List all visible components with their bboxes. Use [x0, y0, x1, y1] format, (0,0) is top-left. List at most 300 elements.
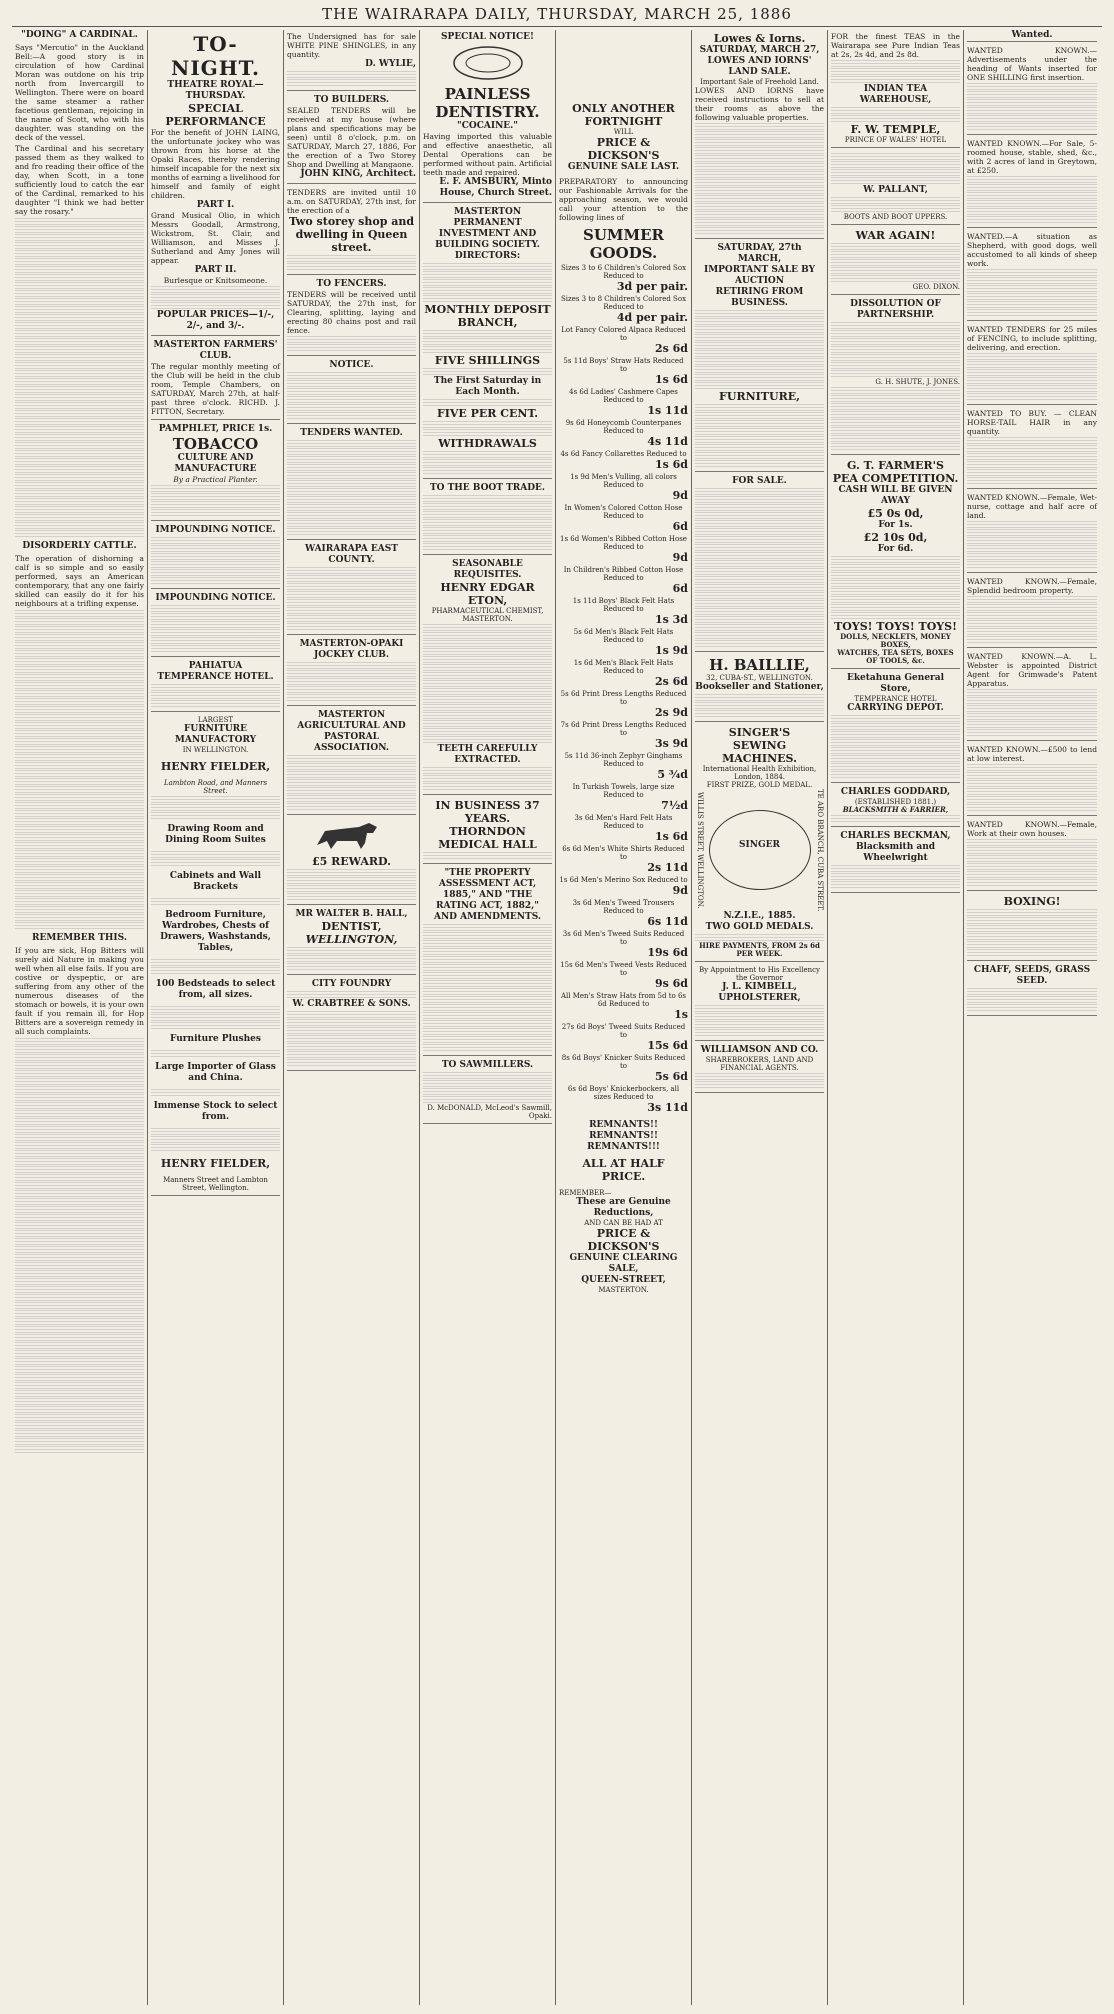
item-description: 5s 11d 36-inch Zephyr Ginghams Reduced to [564, 752, 683, 768]
price-list-item [559, 899, 688, 928]
item-price: 1s 6d [654, 373, 688, 386]
shingles-ad [287, 30, 416, 91]
ad-title: INDIAN TEA WAREHOUSE, [859, 84, 932, 105]
ad-title: PRICE & DICKSON'S [587, 136, 660, 162]
ad-title: GENUINE SALE LAST. [567, 162, 680, 172]
ad-title: F. W. TEMPLE, [850, 123, 941, 136]
chemist-ad [423, 557, 552, 795]
ad-text: TENDERS are invited until 10 a.m. on SATURDAY, 27th inst, for the erection of a [287, 188, 416, 215]
item-description: 15s 6d Men's Tweed Vests Reduced to [560, 961, 687, 977]
ad-title: FOR SALE. [732, 476, 787, 486]
ad-title: IMPORTANT SALE BY AUCTION [703, 265, 816, 286]
ad-text: WANTED TO BUY. — CLEAN HORSE-TAIL HAIR in any quantity. [967, 409, 1097, 436]
wanted-ad [967, 575, 1097, 648]
dissolution-ad [831, 297, 960, 455]
item-price: 6d [672, 520, 688, 533]
ad-line: Cabinets and Wall Brackets [169, 871, 262, 892]
ad-line: Drawing Room and Dining Room Suites [165, 824, 266, 845]
item-price: 4d per pair. [616, 311, 688, 324]
price-list-item [559, 566, 688, 595]
item-price: 1s 9d [654, 644, 688, 657]
prize: £5 0s 0d, [867, 507, 924, 520]
ad-text: WANTED KNOWN.—Female, Splendid bedroom property. [967, 577, 1097, 595]
ad-title: FIVE SHILLINGS [434, 354, 541, 367]
item-description: 7s 6d Print Dress Lengths Reduced to [560, 721, 687, 737]
wanted-ad [967, 818, 1097, 891]
ad-subtitle: THEATRE ROYAL—THURSDAY. [167, 80, 264, 101]
ad-title: NOTICE. [329, 360, 374, 370]
ad-title: IMPOUNDING NOTICE. [155, 593, 276, 603]
ad-subtitle: PRINCE OF WALES' HOTEL [844, 136, 947, 144]
item-description: 8s 6d Boys' Knicker Suits Reduced to [561, 1054, 686, 1070]
ad-title: TO THE BOOT TRADE. [429, 483, 546, 493]
ad-text: The regular monthly meeting of the Club will be held in the club room, Temple Chambers, on SATURDAY, March 27th, at half-past three o'clock. RICHD. J. FITTON, Secretary. [151, 362, 280, 416]
hotel-ad [151, 659, 280, 712]
lowes-iorns-ad [695, 30, 824, 239]
tenders-ad [287, 186, 416, 275]
dentist-ad [287, 907, 416, 975]
ad-line: 100 Bedsteads to select from, all sizes. [155, 979, 276, 1000]
ad-title: H. BAILLIE, [709, 656, 810, 674]
item-description: 1s 6d Men's Black Felt Hats Reduced to [573, 659, 674, 675]
item-price: 2s 6d [654, 675, 688, 688]
item-description: Sizes 3 to 6 Children's Colored Sox Reduced to [560, 264, 687, 280]
column-8 [964, 30, 1100, 2005]
item-price: 1s 11d [647, 404, 688, 417]
ad-title: WAIRARAPA EAST COUNTY. [305, 544, 398, 565]
ad-line: Immense Stock to select from. [153, 1101, 278, 1122]
wanted-ad [967, 230, 1097, 321]
kimbell-ad [695, 964, 824, 1041]
ad-text: Burlesque or Knitsomeone. [163, 276, 268, 285]
price-list-item [559, 752, 688, 781]
item-price: 19s 6d [647, 946, 688, 959]
ad-title: REMNANTS!!! [587, 1142, 660, 1152]
ad-title: SEASONABLE REQUISITES. [452, 559, 523, 580]
item-description: 3s 6d Men's Tweed Trousers Reduced to [572, 899, 675, 915]
item-price: 2s 6d [654, 342, 688, 355]
building-society-ad [423, 205, 552, 479]
masthead-rule [12, 26, 1102, 27]
ad-title: WILLIAMSON AND CO. [700, 1045, 819, 1056]
ad-title: MASTERTON PERMANENT INVESTMENT AND BUILDING SOCIETY. [435, 207, 540, 250]
dentistry-ad [423, 30, 552, 203]
item-description: All Men's Straw Hats from 5d to 6s 6d Reduced to [560, 992, 687, 1008]
ad-title: MASTERTON FARMERS' CLUB. [153, 340, 278, 361]
ad-text: LARGEST [197, 716, 234, 724]
ad-title: CHARLES BECKMAN, [840, 831, 951, 841]
wanted-ad [967, 650, 1097, 741]
ad-title: IMPOUNDING NOTICE. [155, 525, 276, 535]
side-text: WILLIS STREET, WELLINGTON. [696, 791, 704, 909]
price-list-item [559, 597, 688, 626]
ad-subtitle: BLACKSMITH & FARRIER, [842, 805, 949, 814]
ad-title: RETIRING FROM BUSINESS. [715, 287, 804, 308]
ad-subtitle: N.Z.I.E., 1885. [723, 911, 796, 922]
ad-subtitle: TEMPERANCE HOTEL [854, 695, 937, 703]
ad-title: GENUINE CLEARING SALE, [569, 1253, 678, 1274]
wanted-ad [967, 137, 1097, 228]
column-2 [148, 30, 284, 2005]
column-5 [556, 30, 692, 2005]
article-text: If you are sick, Hop Bitters will surely aid Nature in making you well when all else fails. If you are costive or dyspeptic, or are suffering from any other of the numerous diseases of the stomach or bowels, it is your own fault if you remain ill, for Hop Bitters are a sovereign remedy in all such complaints. [15, 946, 144, 1036]
ad-title: G. T. FARMER'S [847, 459, 944, 472]
item-price: 5 ¾d [657, 768, 688, 781]
tenders-wanted-ad [287, 426, 416, 540]
ad-text: HIRE PAYMENTS, FROM 2s 6d PER WEEK. [699, 941, 820, 959]
ad-subtitle: Blacksmith and Wheelwright [855, 842, 936, 863]
ad-text: Having imported this valuable and effective anaesthetic, all Dental Operations can be performed without pain. Artificial teeth made and repaired. [423, 132, 552, 177]
article-text: Says "Mercutio" in the Auckland Bell:—A good story is in circulation of how Cardinal Moran was outdone on his trip north from Invercargill to Wellington. There were on board the same steamer a rather facetious gentleman, rejoicing in the name of Scott, who with his daughter, was standing on the deck of the vessel. [15, 43, 144, 142]
ad-title: PRICE & DICKSON'S [587, 1227, 660, 1253]
impounding-ad [151, 523, 280, 589]
property-act-ad [423, 866, 552, 1056]
ad-subtitle: SPECIAL PERFORMANCE [165, 102, 266, 128]
ad-title: CHARLES GODDARD, [840, 787, 951, 797]
ad-subtitle: DIRECTORS: [454, 251, 521, 261]
wanted-ad [967, 323, 1097, 405]
ad-title: TOBACCO [172, 435, 259, 453]
item-price: 9d [672, 551, 688, 564]
ad-title: Eketahuna General Store, [846, 673, 945, 694]
ad-title: SUMMER GOODS. [582, 226, 665, 262]
price-list-item [559, 419, 688, 448]
item-price: 1s 3d [654, 613, 688, 626]
ad-text: Lambton Road, and Manners Street. [163, 779, 268, 795]
tea-ad [831, 30, 960, 148]
item-description: 5s 6d Print Dress Lengths Reduced to [560, 690, 687, 706]
ad-title: PAINLESS [444, 85, 531, 103]
singer-ad [695, 724, 824, 962]
item-description: 1s 9d Men's Vulling, all colors Reduced to [570, 473, 677, 489]
ad-text: WANTED.—A situation as Shepherd, with good dogs, well accustomed to all kinds of sheep work. [967, 232, 1097, 268]
ad-title: REMNANTS!! REMNANTS!! [589, 1120, 658, 1141]
item-description: In Turkish Towels, large size Reduced to [572, 783, 675, 799]
ad-text: The Undersigned has for sale WHITE PINE SHINGLES, in any quantity. [287, 32, 416, 59]
ad-title: SEWING [732, 739, 787, 752]
price-list-item [559, 357, 688, 386]
ad-text: PREPARATORY to announcing our Fashionable Arrivals for the approaching season, we would call your attention to the following lines of [559, 177, 688, 222]
ad-subtitle: SHAREBROKERS, LAND AND FINANCIAL AGENTS. [705, 1056, 814, 1073]
ad-title: QUEEN-STREET, [581, 1275, 666, 1285]
price-list-item [559, 295, 688, 324]
ad-text: Manners Street and Lambton Street, Wellington. [163, 1176, 268, 1192]
jockey-club-ad [287, 637, 416, 706]
ad-text: WANTED KNOWN.—£500 to lend at low interest. [967, 745, 1097, 763]
item-description: 6s 6d Men's White Shirts Reduced to [562, 845, 685, 861]
ad-part: PART I. [196, 200, 235, 210]
price-list-item [559, 721, 688, 750]
ad-title: MASTERTON-OPAKI JOCKEY CLUB. [299, 639, 404, 660]
item-description: 9s 6d Honeycomb Counterpanes Reduced to [565, 419, 682, 435]
ad-text: REMEMBER— [559, 1189, 612, 1197]
ad-signature: GEO. DIXON. [912, 283, 960, 291]
item-price: 1s [674, 1008, 688, 1021]
price-list-item [559, 450, 688, 471]
prize-stake: For 1s. [878, 520, 913, 530]
price-list-item [559, 930, 688, 959]
ad-subtitle: CARRYING DEPOT. [847, 703, 944, 713]
price-list-item [559, 961, 688, 990]
ad-title: TO FENCERS. [316, 279, 387, 289]
price-list-item [559, 876, 688, 897]
ad-text: FIRST PRIZE, GOLD MEDAL. [706, 781, 813, 789]
price-list [559, 264, 688, 1114]
ad-subtitle: (ESTABLISHED 1881.) [854, 798, 937, 806]
ad-title: £5 REWARD. [312, 855, 391, 868]
column-3 [284, 30, 420, 2005]
ad-title: These are Genuine Reductions, [576, 1197, 671, 1218]
foundry-ad [287, 977, 416, 1071]
article-heading: "DOING" A CARDINAL. [21, 30, 138, 40]
price-list-item [559, 1023, 688, 1052]
ad-text: DOLLS, NECKLETS, MONEY BOXES, [840, 632, 951, 649]
item-price: 6s 11d [647, 915, 688, 928]
ad-text: For the benefit of JOHN LAING, the unfortunate jockey who was thrown from his horse at the Opaki Races, thereby rendering himself incapable for the next six months of earning a livelihood for himself and family of eight children. [151, 128, 280, 200]
auction-ad [695, 241, 824, 472]
ad-subtitle: Bookseller and Stationer, [695, 682, 824, 692]
ad-text: WILL [613, 128, 634, 136]
item-description: 27s 6d Boys' Tweed Suits Reduced to [561, 1023, 686, 1039]
ad-subtitle: Important Sale of Freehold Land. [700, 78, 819, 86]
item-price: 9s 6d [654, 977, 688, 990]
price-list-item [559, 690, 688, 719]
price-list-item [559, 845, 688, 874]
item-price: 6d [672, 582, 688, 595]
column-4 [420, 30, 556, 2005]
price-list-item [559, 504, 688, 533]
ad-title: SINGER'S [728, 726, 791, 739]
reward-ad [287, 817, 416, 905]
ad-prices: POPULAR PRICES—1/-, 2/-, and 3/-. [156, 310, 275, 331]
item-price: 9d [672, 489, 688, 502]
boxing-ad [967, 893, 1097, 961]
ad-subtitle: "COCAINE." [457, 121, 518, 131]
side-text: TE ARO BRANCH, CUBA STREET. [816, 789, 824, 912]
item-price: 1s 6d [654, 458, 688, 471]
article-text: The operation of dishorning a calf is so simple and so easily performed, says an American contemporary, that any one fairly skilled can easily do it for his neighbours at a trifling expense. [15, 554, 144, 608]
item-price: 3d per pair. [616, 280, 688, 293]
ad-title: Lowes & Iorns. [713, 32, 806, 45]
price-list-item [559, 535, 688, 564]
ad-title: ONLY ANOTHER [572, 102, 675, 115]
ad-text: WANTED KNOWN.—Advertisements under the heading of Wants inserted for ONE SHILLING first insertion. [967, 46, 1097, 82]
ad-signature: JOHN KING, Architect. [300, 169, 416, 179]
price-list-item [559, 628, 688, 657]
masthead: THE WAIRARAPA DAILY, THURSDAY, MARCH 25, 1886 [322, 5, 792, 23]
war-ad [831, 227, 960, 295]
ad-title: CITY FOUNDRY [311, 979, 392, 989]
williamson-ad [695, 1043, 824, 1093]
ad-subtitle: BOOTS AND BOOT UPPERS. [843, 213, 948, 221]
pallant-ad [831, 150, 960, 225]
article-heading: REMEMBER THIS. [32, 933, 127, 943]
wanted-list [967, 44, 1097, 891]
item-description: 4s 6d Ladies' Cashmere Capes Reduced to [569, 388, 678, 404]
item-description: 6s 6d Boys' Knickerbockers, all sizes Reduced to [567, 1085, 680, 1101]
item-price: 3s 11d [647, 1101, 688, 1114]
ad-text: International Health Exhibition, London, 1884. [702, 765, 817, 781]
ornament-icon [448, 43, 528, 83]
item-price: 5s 6d [654, 1070, 688, 1083]
ad-subtitle: CULTURE AND MANUFACTURE [174, 453, 257, 474]
ad-subtitle: SATURDAY, MARCH 27, [699, 45, 820, 55]
item-description: In Women's Colored Cotton Hose Reduced to [564, 504, 683, 520]
item-price: 7½d [661, 799, 688, 812]
ad-title: MONTHLY DEPOSIT BRANCH, [424, 303, 551, 329]
ad-text: WANTED TENDERS for 25 miles of FENCING, to include splitting, delivering, and erection. [967, 325, 1097, 352]
item-description: 1s 6d Women's Ribbed Cotton Hose Reduced to [560, 535, 687, 551]
ad-subtitle: CASH WILL BE GIVEN AWAY [838, 485, 953, 506]
ad-subtitle: The First Saturday in Each Month. [433, 376, 542, 397]
column-7 [828, 30, 964, 2005]
theatre-ad [151, 30, 280, 336]
medical-hall-ad [423, 797, 552, 864]
seed-ad [967, 963, 1097, 1016]
ad-text: By Appointment to His Excellency the Governor [699, 966, 820, 983]
builders-ad [287, 93, 416, 184]
ad-signature: G. H. SHUTE, J. JONES. [875, 378, 960, 386]
prize: £2 10s 0d, [863, 531, 928, 544]
item-description: 1s 6d Men's Merino Sox Reduced to [559, 876, 688, 884]
ad-title: DISSOLUTION OF PARTNERSHIP. [850, 299, 941, 320]
ad-signature: W. CRABTREE & SONS. [292, 999, 411, 1009]
article-heading: DISORDERLY CATTLE. [22, 541, 137, 551]
notice-ad [287, 358, 416, 424]
ad-subtitle: TEETH CAREFULLY EXTRACTED. [437, 744, 538, 765]
sewing-machine-icon: SINGER [709, 810, 811, 890]
ad-title: THORNDON MEDICAL HALL [438, 825, 537, 851]
ad-title: TO-NIGHT. [171, 32, 260, 80]
ad-title: DENTIST, [321, 920, 382, 933]
price-list-item [559, 659, 688, 688]
eketahuna-ad [831, 671, 960, 783]
ad-text: WANTED KNOWN.—A. L. Webster is appointed District Agent for Grimwade's Patent Apparatus. [967, 652, 1097, 688]
article-text: The Cardinal and his secretary passed them as they walked to and fro reading their office of the day, when Scott, in a tone sufficiently loud to catch the ear of the Cardinal, remarked to his daughter "I think we had better say the rosary." [15, 144, 144, 216]
item-price: 1s 6d [654, 830, 688, 843]
ad-text: TENDERS will be received until SATURDAY, the 27th inst, for Clearing, splitting, laying and erecting 80 chains post and rail fence. [287, 290, 416, 335]
ad-title: Two storey shop and dwelling in Queen street. [288, 215, 415, 254]
section-heading: Wanted. [967, 30, 1097, 42]
wanted-ad [967, 743, 1097, 816]
price-list-item [559, 814, 688, 843]
beckman-ad [831, 829, 960, 893]
item-description: 5s 6d Men's Black Felt Hats Reduced to [573, 628, 674, 644]
ad-title: ALL AT HALF PRICE. [582, 1157, 665, 1183]
item-description: Sizes 3 to 8 Children's Colored Sox Reduced to [560, 295, 687, 311]
ad-title: PAMPHLET, PRICE 1s. [158, 424, 273, 434]
horse-icon [307, 819, 397, 853]
column-1 [12, 30, 148, 2005]
price-list-item [559, 473, 688, 502]
furniture-ad [151, 714, 280, 1196]
ad-text: AND CAN BE HAD AT [584, 1219, 663, 1227]
wanted-ad [967, 44, 1097, 135]
ad-signature: D. McDONALD, McLeod's Sawmill, Opaki. [427, 1104, 552, 1120]
ad-title: FIVE PER CENT. [436, 407, 539, 420]
fencers-ad [287, 277, 416, 356]
ad-text: WANTED KNOWN.—Female, Work at their own houses. [967, 820, 1097, 838]
ad-title: MASTERTON AGRICULTURAL AND PASTORAL ASSOCIATION. [297, 710, 406, 753]
ad-subtitle: 32, CUBA-ST., WELLINGTON. [706, 674, 813, 682]
boot-trade-ad [423, 481, 552, 555]
goddard-ad [831, 785, 960, 827]
ad-text: FOR the finest TEAS in the Wairarapa see Pure Indian Teas at 2s, 2s 4d, and 2s 8d. [831, 32, 960, 59]
item-price: 2s 9d [654, 706, 688, 719]
ad-title: MACHINES. [722, 752, 797, 765]
sawmillers-ad [423, 1058, 552, 1124]
ad-title: PAHIATUA TEMPERANCE HOTEL. [157, 661, 274, 682]
ad-title: FURNITURE MANUFACTORY [174, 724, 257, 745]
ad-byline: By a Practical Planter. [173, 475, 258, 484]
ad-text: IN WELLINGTON. [182, 746, 249, 754]
ad-title: IN BUSINESS 37 YEARS. [435, 799, 540, 825]
item-description: 3s 6d Men's Tweed Suits Reduced to [562, 930, 685, 946]
item-description: 4s 6d Fancy Collarettes Reduced to [560, 450, 687, 458]
ad-title: WITHDRAWALS [438, 437, 537, 450]
column-6 [692, 30, 828, 2005]
price-list-item [559, 388, 688, 417]
ad-text: LOWES AND IORNS have received instructions to sell at their rooms as above the following valuable properties. [695, 86, 824, 122]
item-description: Lot Fancy Colored Alpaca Reduced to [561, 326, 686, 342]
baillie-ad [695, 654, 824, 722]
ad-signature: D. WYLIE, [365, 59, 416, 69]
item-price: 4s 11d [647, 435, 688, 448]
item-description: In Children's Ribbed Cotton Hose Reduced to [563, 566, 684, 582]
price-list-item [559, 326, 688, 355]
item-price: 2s 11d [647, 861, 688, 874]
ad-title: CHAFF, SEEDS, GRASS SEED. [973, 965, 1091, 986]
item-description: 1s 11d Boys' Black Felt Hats Reduced to [572, 597, 675, 613]
impounding-ad [151, 591, 280, 657]
ad-title: WELLINGTON, [305, 933, 398, 946]
ad-title: WAR AGAIN! [855, 229, 936, 242]
item-description: 5s 11d Boys' Straw Hats Reduced to [563, 357, 684, 373]
ad-subtitle: LOWES AND IORNS' LAND SALE. [707, 56, 812, 77]
ad-title: FORTNIGHT [584, 115, 663, 128]
for-sale-ad [695, 474, 824, 652]
prize-stake: For 6d. [877, 544, 914, 554]
ad-text: WANTED KNOWN.—Female, Wet-nurse, cottage and half acre of land. [967, 493, 1097, 520]
agricultural-ad [287, 708, 416, 815]
ad-subtitle: TWO GOLD MEDALS. [705, 922, 814, 933]
ad-subtitle: SATURDAY, 27th MARCH, [717, 243, 802, 264]
ad-title: PEA COMPETITION. [832, 472, 959, 485]
ad-subtitle: PHARMACEUTICAL CHEMIST, MASTERTON. [431, 607, 544, 623]
ad-part: PART II. [194, 265, 237, 275]
ad-title: SPECIAL NOTICE! [441, 32, 534, 42]
price-list-item [559, 783, 688, 812]
ad-title: HENRY FIELDER, [160, 1157, 271, 1170]
price-list-item [559, 1085, 688, 1114]
ad-title: "THE PROPERTY ASSESSMENT ACT, 1885," AND "THE RATING ACT, 1882," AND AMENDMENTS. [433, 868, 542, 922]
ad-title: BOXING! [1003, 895, 1061, 908]
ad-title: UPHOLSTERER, [718, 993, 801, 1004]
ad-title: TOYS! TOYS! TOYS! [834, 620, 957, 633]
ad-text: SEALED TENDERS will be received at my house (where plans and specifications may be seen) until 8 o'clock, p.m. on SATURDAY, March 27, 1886, For the erection of a Two Storey Shop and Dwelling at Mangaone. [287, 106, 416, 169]
tobacco-ad [151, 422, 280, 521]
ad-title: DENTISTRY. [435, 103, 540, 121]
farmers-club-ad [151, 338, 280, 420]
item-price: 9d [672, 884, 688, 897]
wanted-ad [967, 407, 1097, 489]
ad-text: WANTED KNOWN.—For Sale, 5-roomed house, stable, shed, &c., with 2 acres of land in Greytown, at £250. [967, 139, 1097, 175]
ad-line: Furniture Plushes [170, 1034, 261, 1044]
ad-title: J. L. KIMBELL, [722, 982, 797, 993]
county-ad [287, 542, 416, 635]
ad-title: TENDERS WANTED. [300, 428, 403, 438]
ad-text: WATCHES, TEA SETS, BOXES OF TOOLS, &c. [837, 648, 954, 665]
